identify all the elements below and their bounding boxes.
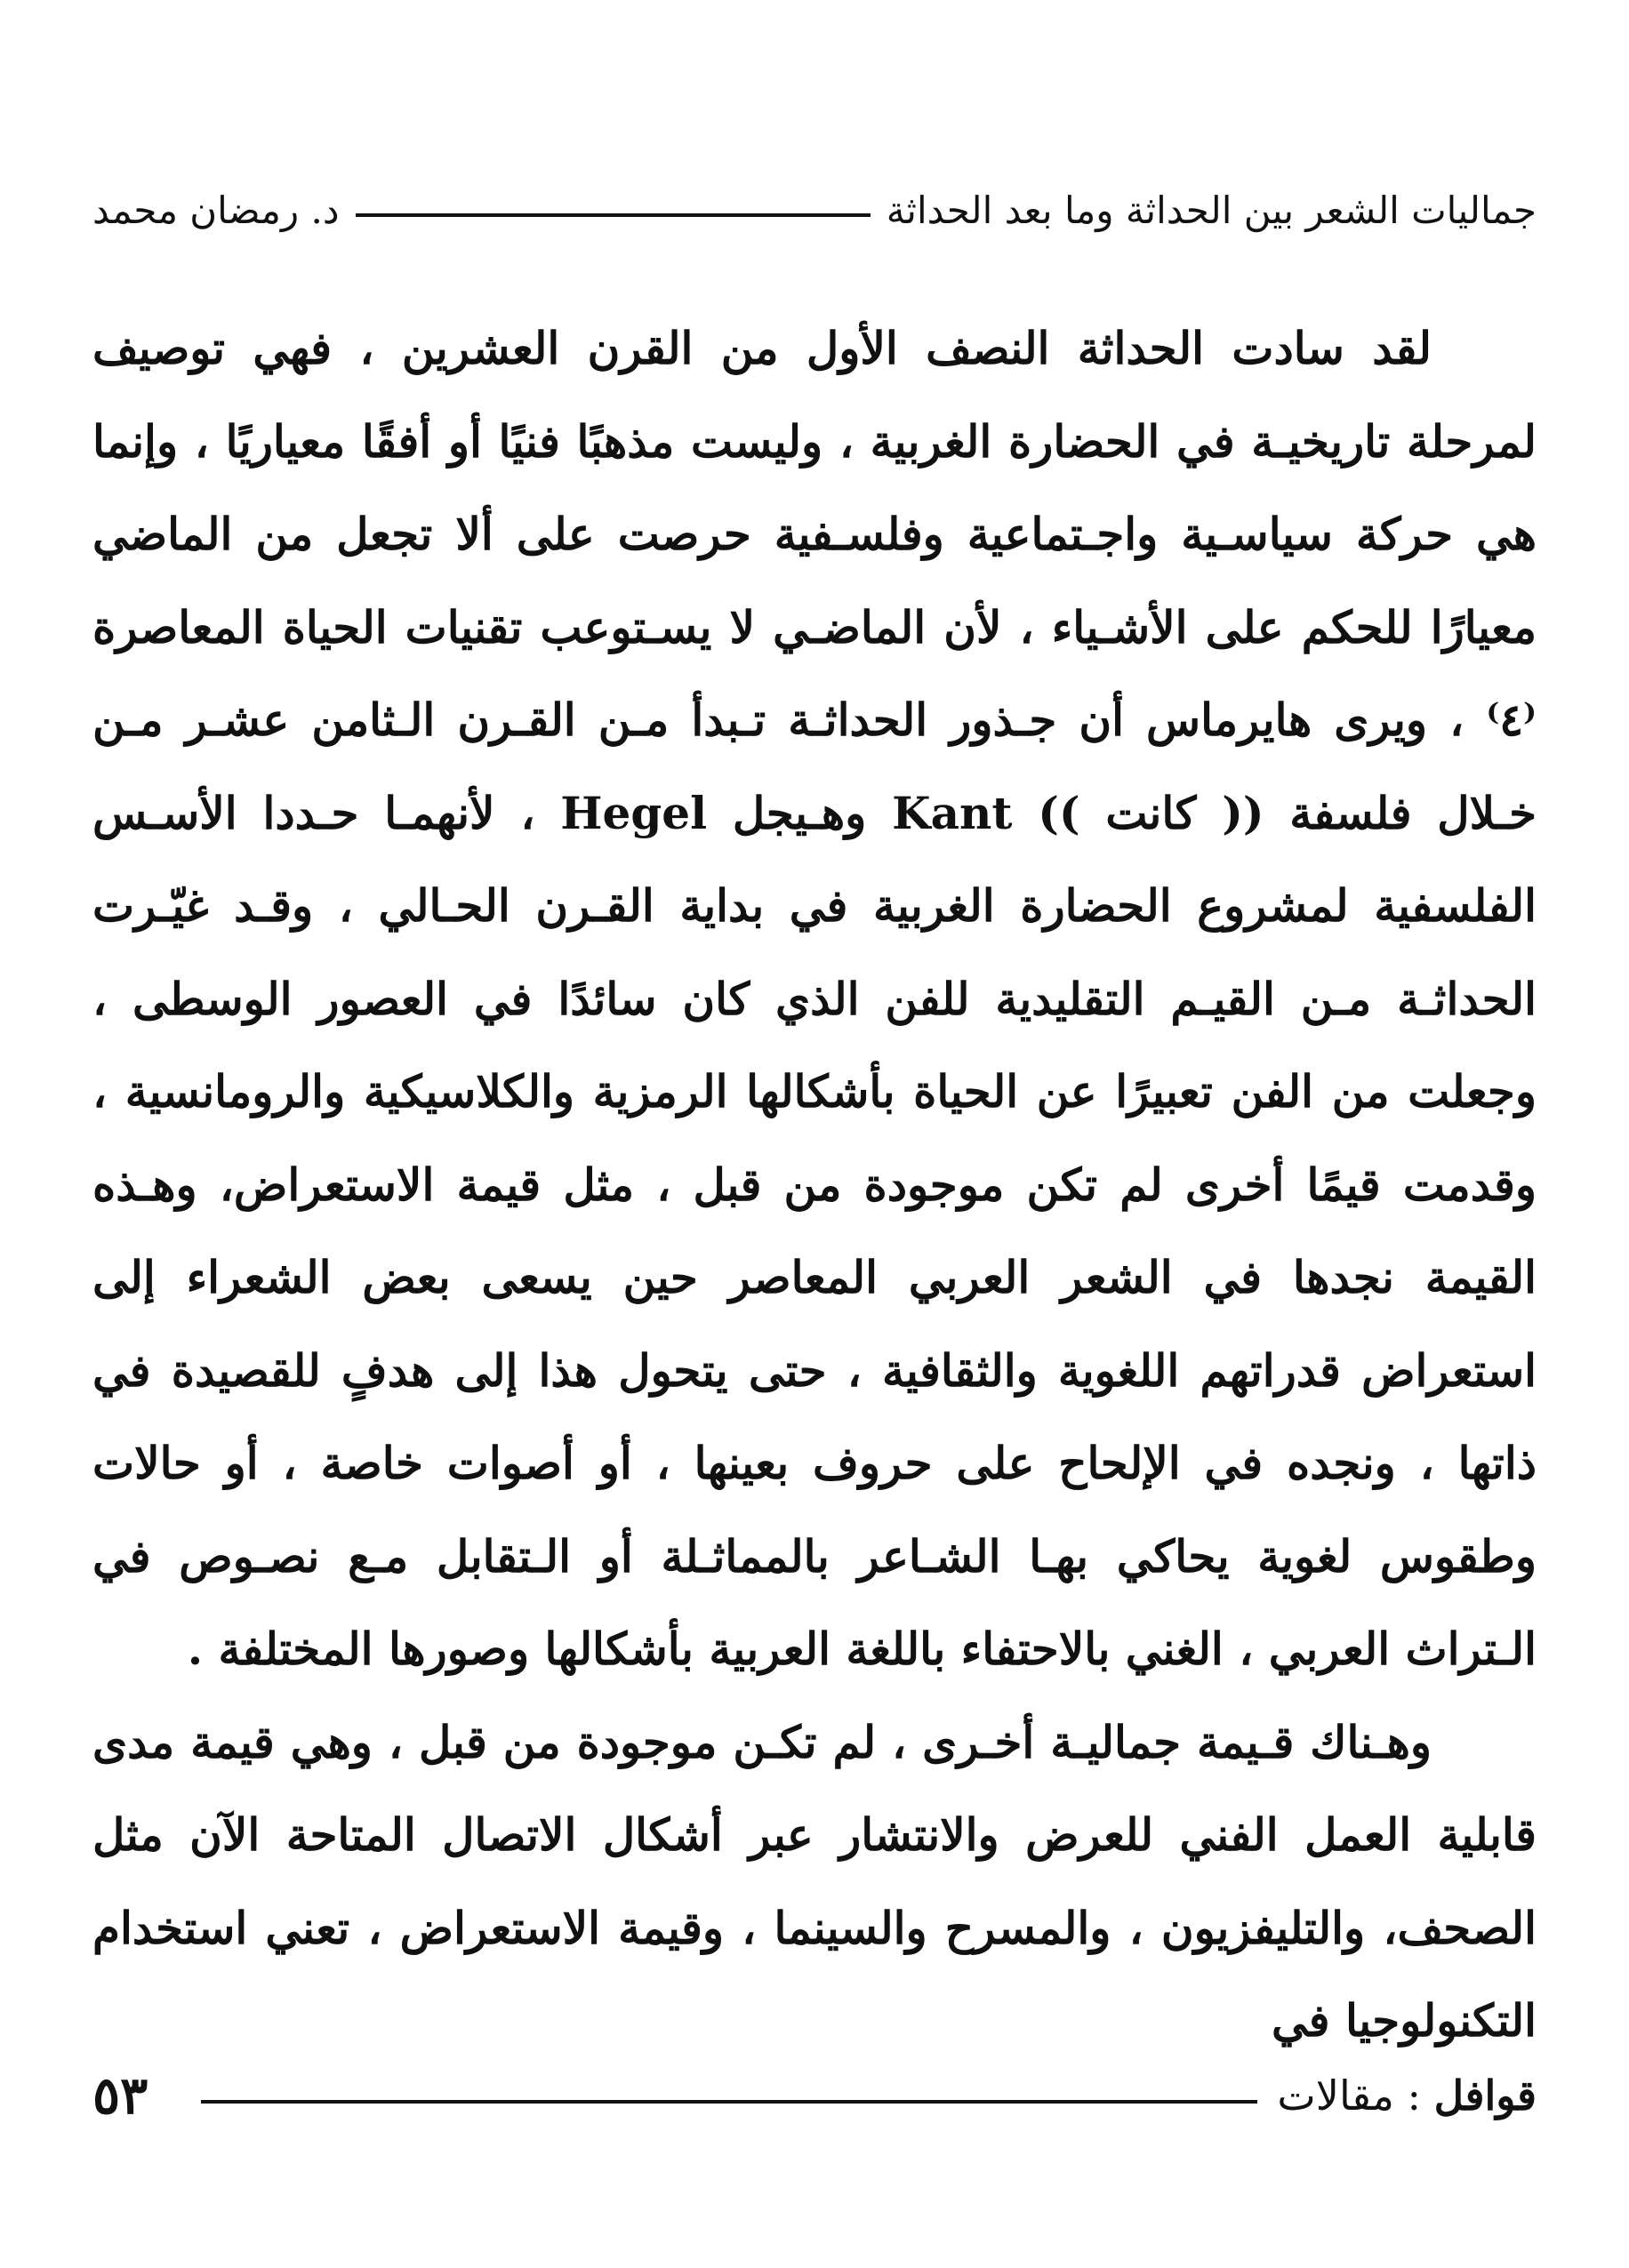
journal-section: : مقالات (1277, 2072, 1422, 2120)
journal-name: قوافل (1433, 2072, 1537, 2120)
page-footer (92, 2056, 1537, 2136)
footer-rule (201, 2100, 1257, 2104)
paragraph-1: لقد سادت الحداثة النصف الأول من القرن العشرين ، فهي توصيف لمرحلة تاريخيـة في الحضارة الغربية ، وليست مذهبًا فنيًا أو أفقًا معياريًا ، وإنما هي حركة سياسـية واجـتماعية وفلسـفية حرصت على ألا تجعل من الماضي معيارًا للحكم على الأشـياء ، لأن الماضـي لا يسـتوعب تقنيات الحياة المعاصرة ⁽٤⁾ ، ويرى هايرماس أن جـذور الحداثـة تـبدأ مـن القـرن الـثامن عشـر مـن خـلال فلسفة (( كانت )) Kant وهـيجل Hegel ، لأنهمـا حـددا الأسـس الفلسفية لمشروع الحضارة الغربية في بداية القـرن الحـالي ، وقـد غيّـرت الحداثـة مـن القيـم التقليدية للفن الذي كان سائدًا في العصور الوسطى ، وجعلت من الفن تعبيرًا عن الحياة بأشكالها الرمزية والكلاسيكية والرومانسية ، وقدمت قيمًا أخرى لم تكن موجودة من قبل ، مثل قيمة الاستعراض، وهـذه القيمة نجدها في الشعر العربي المعاصر حين يسعى بعض الشعراء إلى استعراض قدراتهم اللغوية والثقافية ، حتى يتحول هذا إلى هدفٍ للقصيدة في ذاتها ، ونجده في الإلحاح على حروف بعينها ، أو أصوات خاصة ، أو حالات وطقوس لغوية يحاكي بهـا الشـاعر بالمماثـلة أو الـتقابل مـع نصـوص في الـتراث العربي ، الغني بالاحتفاء باللغة العربية بأشكالها وصورها المختلفة . (92, 322, 1537, 1675)
book-title: جماليات الشعر بين الحداثة وما بعد الحداثة (886, 188, 1537, 232)
paragraph-2: وهـناك قـيمة جماليـة أخـرى ، لم تكـن موجودة من قبل ، وهي قيمة مدى قابلية العمل الفني للعرض والانتشار عبر أشكال الاتصال المتاحة الآن مثل الصحف، والتليفزيون ، والمسرح والسينما ، وقيمة الاستعراض ، تعني استخدام التكنولوجيا في (92, 1715, 1537, 2047)
page-number: ٥٣ (92, 2065, 148, 2126)
journal-label (1272, 2072, 1537, 2120)
body-text (92, 302, 1537, 2068)
author-name: د. رمضان محمد (92, 188, 340, 232)
header-rule (356, 213, 871, 217)
running-header (92, 174, 1537, 245)
